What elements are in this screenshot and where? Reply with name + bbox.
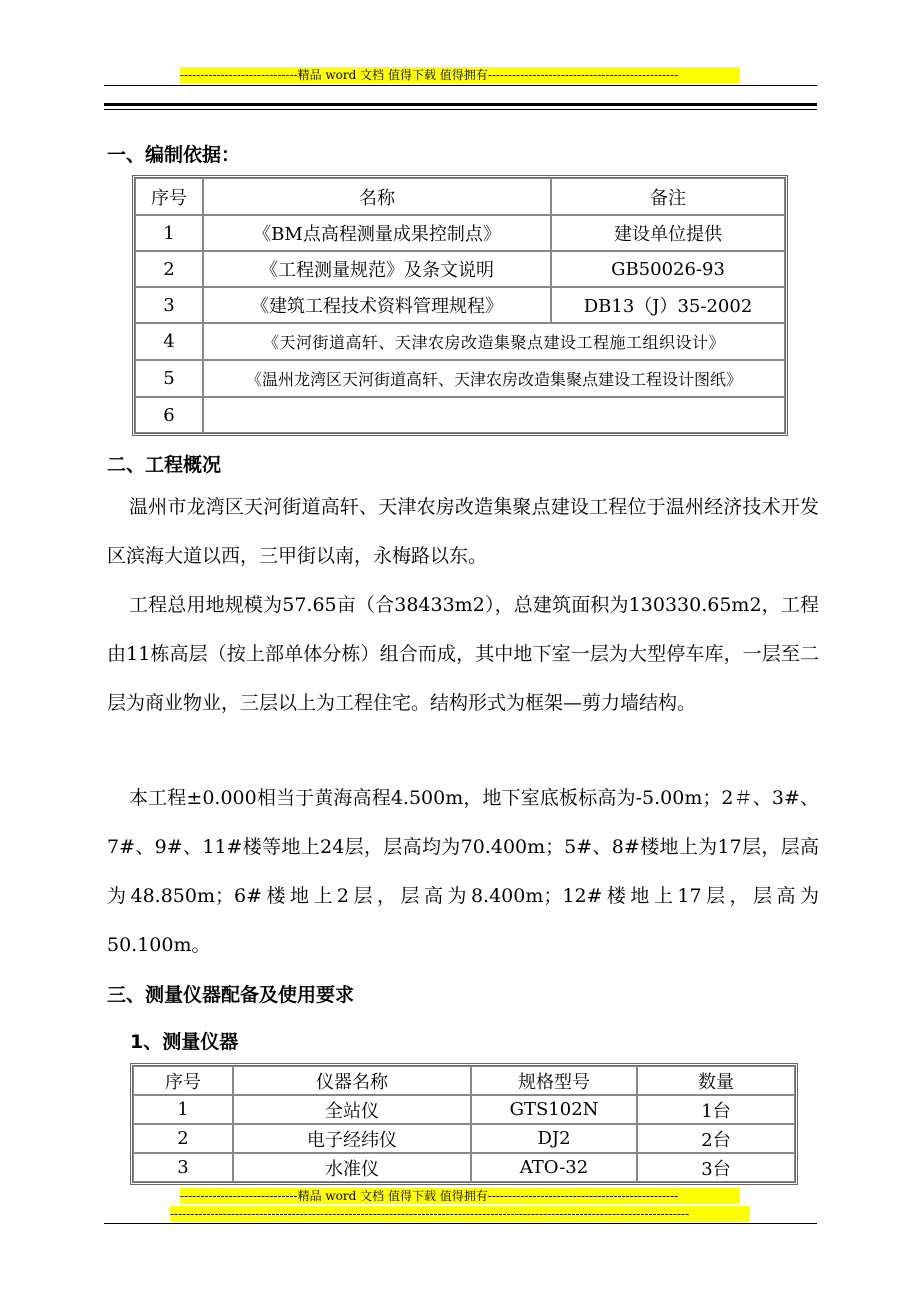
table-row (135, 215, 785, 251)
table-row (133, 1153, 795, 1182)
overview-paragraph-2: 工程总用地规模为57.65亩（合38433m2），总建筑面积为130330.65m2，工程由11栋高层（按上部单体分栋）组合而成，其中地下室一层为大型停车库，一层至二层为商业物业，三层以上为工程住宅。结构形式为框架—剪力墙结构。 (107, 594, 819, 714)
header-rule-top (104, 85, 817, 86)
header-banner: -----------------------------精品 word 文档 值得下载 值得拥有----------------------------------------------- (180, 67, 740, 83)
table-row (135, 287, 785, 323)
section2-title: 二、工程概况 (107, 454, 222, 476)
col-header-model: 规格型号 (471, 1066, 637, 1095)
cell-quantity: 1台 (637, 1095, 795, 1124)
table-row (135, 360, 785, 397)
col-header-remark: 备注 (551, 178, 785, 215)
col-header-quantity: 数量 (637, 1066, 795, 1095)
cell-name-merged: 《天河街道高轩、天津农房改造集聚点建设工程施工组织设计》 (203, 323, 785, 360)
cell-name: 《工程测量规范》及条文说明 (203, 251, 551, 287)
col-header-name: 名称 (203, 178, 551, 215)
basis-table (132, 175, 788, 436)
col-header-index: 序号 (135, 178, 203, 215)
cell-index: 6 (135, 397, 203, 433)
cell-name: 《BM点高程测量成果控制点》 (203, 215, 551, 251)
cell-index: 1 (133, 1095, 233, 1124)
cell-name: 《建筑工程技术资料管理规程》 (203, 287, 551, 323)
overview-paragraph-3: 本工程±0.000相当于黄海高程4.500m，地下室底板标高为-5.00m；2＃、3#、7#、9#、11#楼等地上24层，层高均为70.400m；5#、8#楼地上为17层，层高为48.850m；6#楼地上2层，层高为8.400m；12#楼地上17层，层高为50.100m。 (107, 787, 819, 956)
section1-title: 一、编制依据： (107, 144, 241, 166)
cell-index: 2 (133, 1124, 233, 1153)
header-rule-bottom (104, 109, 817, 110)
cell-quantity: 2台 (637, 1124, 795, 1153)
cell-instrument: 全站仪 (233, 1095, 471, 1124)
table-row (133, 1095, 795, 1124)
cell-quantity: 3台 (637, 1153, 795, 1182)
cell-index: 3 (135, 287, 203, 323)
instruments-table (130, 1063, 798, 1185)
col-header-index: 序号 (133, 1066, 233, 1095)
table-row (133, 1124, 795, 1153)
cell-index: 2 (135, 251, 203, 287)
cell-index: 4 (135, 323, 203, 360)
footer-dash-line: -------------------------------------------------------------------------------------------------------------------------------- (170, 1206, 750, 1222)
table-header-row (133, 1066, 795, 1095)
col-header-instrument: 仪器名称 (233, 1066, 471, 1095)
cell-remark: GB50026-93 (551, 251, 785, 287)
header-rule-thick (104, 103, 817, 106)
overview-paragraph-1: 温州市龙湾区天河街道高轩、天津农房改造集聚点建设工程位于温州经济技术开发区滨海大道以西，三甲街以南，永梅路以东。 (107, 496, 819, 567)
cell-remark: DB13（J）35-2002 (551, 287, 785, 323)
table-row (135, 251, 785, 287)
cell-instrument: 电子经纬仪 (233, 1124, 471, 1153)
table-header-row (135, 178, 785, 215)
cell-name-merged (203, 397, 785, 433)
table-row (135, 323, 785, 360)
footer-banner: -----------------------------精品 word 文档 值得下载 值得拥有----------------------------------------------- (180, 1188, 740, 1204)
cell-index: 5 (135, 360, 203, 397)
cell-index: 1 (135, 215, 203, 251)
table-row (135, 397, 785, 433)
cell-instrument: 水准仪 (233, 1153, 471, 1182)
cell-index: 3 (133, 1153, 233, 1182)
subsection-instruments-title: 1、测量仪器 (130, 1031, 239, 1053)
cell-remark: 建设单位提供 (551, 215, 785, 251)
cell-model: ATO-32 (471, 1153, 637, 1182)
cell-model: DJ2 (471, 1124, 637, 1153)
cell-name-merged: 《温州龙湾区天河街道高轩、天津农房改造集聚点建设工程设计图纸》 (203, 360, 785, 397)
section3-title: 三、测量仪器配备及使用要求 (107, 984, 355, 1006)
footer-rule (104, 1223, 817, 1224)
cell-model: GTS102N (471, 1095, 637, 1124)
